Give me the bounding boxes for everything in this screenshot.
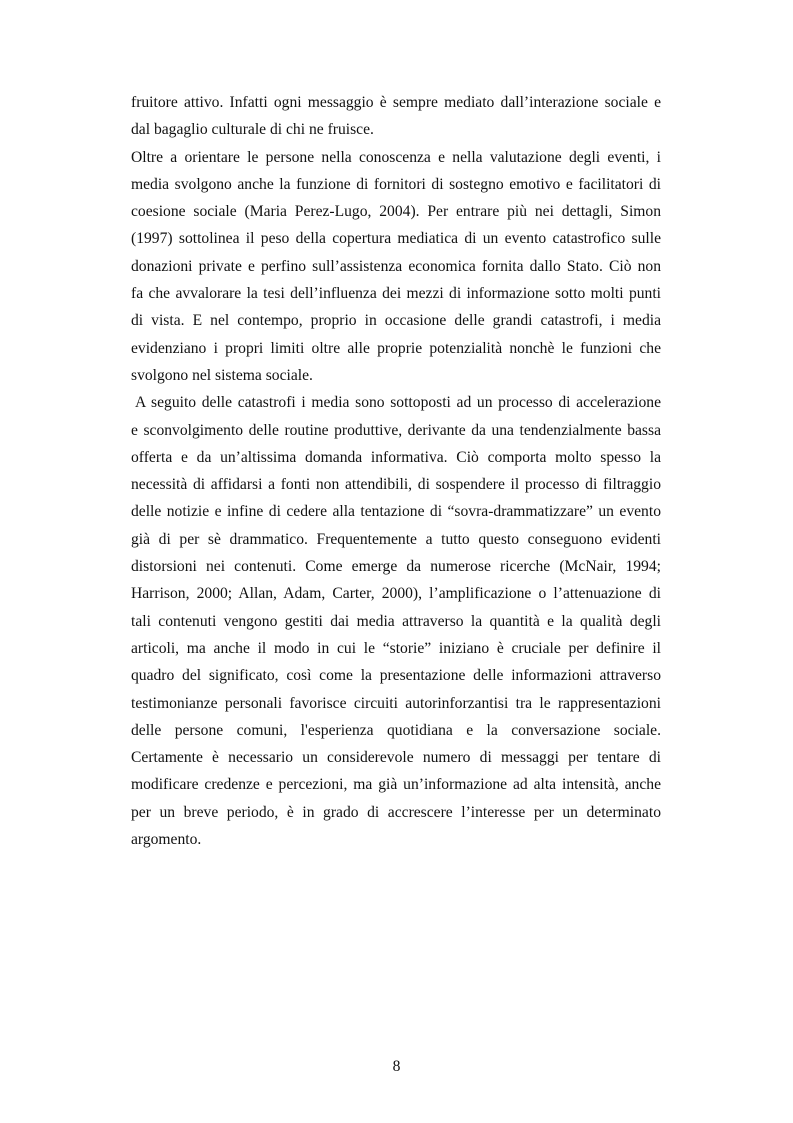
text-line: fa che avvalorare la tesi dell’influenza dei mezzi di informazione sotto molti punti [131, 285, 661, 303]
text-line: già di per sè drammatico. Frequentemente a tutto questo conseguono evidenti [131, 530, 661, 548]
text-line: delle persone comuni, l'esperienza quotidiana e la conversazione sociale. [131, 721, 661, 739]
paragraph-1 [131, 89, 661, 144]
text-line: per un breve periodo, è in grado di accrescere l’interesse per un determinato [131, 803, 661, 821]
text-line: delle notizie e infine di cedere alla tentazione di “sovra-drammatizzare” un evento [131, 503, 661, 521]
text-line: offerta e da un’altissima domanda informativa. Ciò comporta molto spesso la [131, 448, 661, 466]
text-line: fruitore attivo. Infatti ogni messaggio è sempre mediato dall’interazione sociale e [131, 94, 661, 111]
text-line: (1997) sottolinea il peso della copertura mediatica di un evento catastrofico sulle [131, 230, 661, 248]
text-line: Certamente è necessario un considerevole numero di messaggi per tentare di [131, 749, 661, 767]
text-line: argomento. [131, 831, 202, 849]
text-line: quadro del significato, così come la presentazione delle informazioni attraverso [131, 667, 661, 685]
text-line: necessità di affidarsi a fonti non attendibili, di sospendere il processo di filtraggio [131, 476, 661, 494]
text-line: svolgono nel sistema sociale. [131, 366, 313, 384]
text-line: media svolgono anche la funzione di fornitori di sostegno emotivo e facilitatori di [131, 175, 661, 193]
text-line: tali contenuti vengono gestiti dai media attraverso la quantità e la qualità degli [131, 612, 661, 630]
text-line: Harrison, 2000; Allan, Adam, Carter, 2000), l’amplificazione o l’attenuazione di [131, 585, 661, 603]
paragraph-2 [131, 144, 661, 390]
text-line: distorsioni nei contenuti. Come emerge da numerose ricerche (McNair, 1994; [131, 558, 661, 576]
text-line: coesione sociale (Maria Perez-Lugo, 2004). Per entrare più nei dettagli, Simon [131, 203, 661, 221]
text-line: Oltre a orientare le persone nella conoscenza e nella valutazione degli eventi, i [131, 148, 661, 166]
text-line: A seguito delle catastrofi i media sono sottoposti ad un processo di accelerazione [135, 394, 661, 412]
paragraph-3 [131, 389, 661, 853]
text-line: articoli, ma anche il modo in cui le “storie” iniziano è cruciale per definire il [131, 639, 661, 657]
text-line: evidenziano i propri limiti oltre alle proprie potenzialità nonchè le funzioni che [131, 339, 661, 357]
text-line: donazioni private e perfino sull’assistenza economica fornita dallo Stato. Ciò non [131, 257, 661, 275]
text-line: di vista. E nel contempo, proprio in occasione delle grandi catastrofi, i media [131, 312, 661, 330]
text-line: dal bagaglio culturale di chi ne fruisce. [131, 121, 374, 139]
page-number: 8 [392, 1058, 401, 1075]
text-line: e sconvolgimento delle routine produttive, derivante da una tendenzialmente bassa [131, 421, 661, 439]
page-body [131, 89, 661, 853]
text-line: modificare credenze e percezioni, ma già un’informazione ad alta intensità, anche [131, 776, 661, 794]
text-line: testimonianze personali favorisce circuiti autorinforzantisi tra le rappresentazioni [131, 694, 661, 712]
